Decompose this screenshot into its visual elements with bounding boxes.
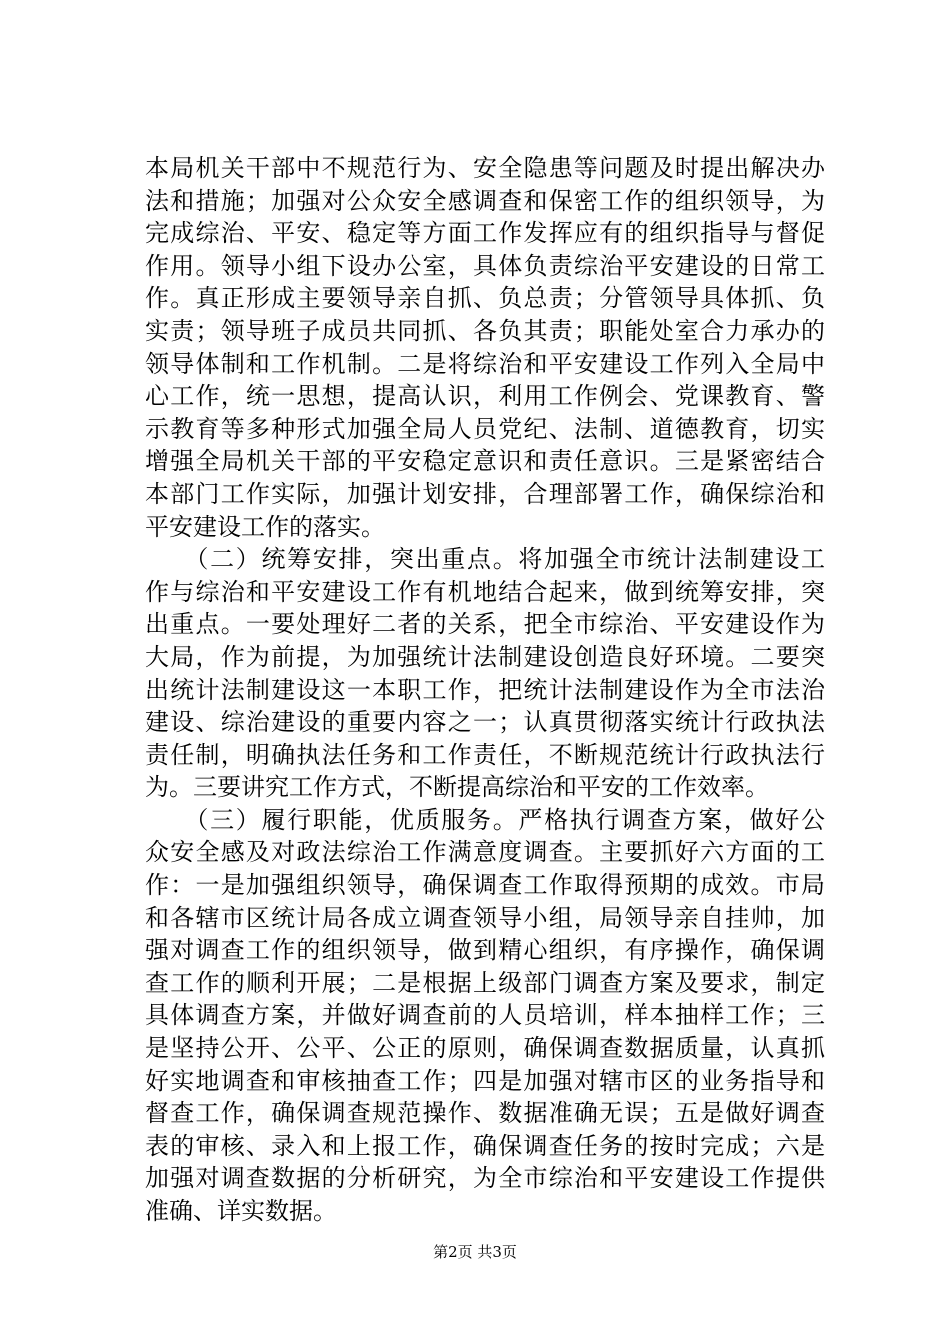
text-line: 实责；领导班子成员共同抓、各负其责；职能处室合力承办的 xyxy=(145,316,825,345)
text-line: 责任制，明确执法任务和工作责任，不断规范统计行政执法行 xyxy=(145,740,825,769)
text-line: 本局机关干部中不规范行为、安全隐患等问题及时提出解决办 xyxy=(145,154,825,182)
page-footer: 第2页 共3页 xyxy=(433,1243,517,1261)
text-line: （二）统筹安排，突出重点。将加强全市统计法制建设工 xyxy=(145,545,825,574)
text-line: 心工作，统一思想，提高认识，利用工作例会、党课教育、警 xyxy=(145,382,825,411)
text-line: 示教育等多种形式加强全局人员党纪、法制、道德教育，切实 xyxy=(145,414,825,443)
text-line: 作用。领导小组下设办公室，具体负责综治平安建设的日常工 xyxy=(145,251,825,280)
text-line: 领导体制和工作机制。二是将综治和平安建设工作列入全局中 xyxy=(145,349,825,378)
text-line: 准确、详实数据。 xyxy=(145,1197,337,1225)
text-line: 督查工作，确保调查规范操作、数据准确无误；五是做好调查 xyxy=(145,1099,825,1128)
text-line: 建设、综治建设的重要内容之一；认真贯彻落实统计行政执法 xyxy=(145,708,825,737)
text-line: 是坚持公开、公平、公正的原则，确保调查数据质量，认真抓 xyxy=(145,1034,825,1063)
text-line: 具体调查方案，并做好调查前的人员培训，样本抽样工作；三 xyxy=(145,1001,825,1030)
text-line: 大局，作为前提，为加强统计法制建设创造良好环境。二要突 xyxy=(145,642,825,671)
text-line: 作与综治和平安建设工作有机地结合起来，做到统筹安排，突 xyxy=(145,577,825,606)
text-line: 完成综治、平安、稳定等方面工作发挥应有的组织指导与督促 xyxy=(145,219,825,248)
text-line: 为。三要讲究工作方式，不断提高综治和平安的工作效率。 xyxy=(145,773,769,802)
text-line: 法和措施；加强对公众安全感调查和保密工作的组织领导，为 xyxy=(145,186,825,215)
body-text xyxy=(145,152,825,1228)
text-line: 好实地调查和审核抽查工作；四是加强对辖市区的业务指导和 xyxy=(145,1066,825,1095)
text-line: 出重点。一要处理好二者的关系，把全市综治、平安建设作为 xyxy=(145,610,825,639)
text-line: 作：一是加强组织领导，确保调查工作取得预期的成效。市局 xyxy=(145,871,825,900)
text-line: 众安全感及对政法综治工作满意度调查。主要抓好六方面的工 xyxy=(145,838,825,867)
text-line: 强对调查工作的组织领导，做到精心组织，有序操作，确保调 xyxy=(145,936,825,965)
text-line: 作。真正形成主要领导亲自抓、负总责；分管领导具体抓、负 xyxy=(145,284,825,313)
text-line: 表的审核、录入和上报工作，确保调查任务的按时完成；六是 xyxy=(145,1131,825,1160)
text-line: 和各辖市区统计局各成立调查领导小组，局领导亲自挂帅，加 xyxy=(145,903,825,932)
text-line: （三）履行职能，优质服务。严格执行调查方案，做好公 xyxy=(145,805,825,834)
text-line: 出统计法制建设这一本职工作，把统计法制建设作为全市法治 xyxy=(145,675,825,704)
text-line: 查工作的顺利开展；二是根据上级部门调查方案及要求，制定 xyxy=(145,968,825,997)
text-line: 增强全局机关干部的平安稳定意识和责任意识。三是紧密结合 xyxy=(145,447,825,476)
text-line: 加强对调查数据的分析研究，为全市综治和平安建设工作提供 xyxy=(145,1164,825,1193)
text-line: 平安建设工作的落实。 xyxy=(145,512,385,541)
text-line: 本部门工作实际，加强计划安排，合理部署工作，确保综治和 xyxy=(145,479,825,508)
